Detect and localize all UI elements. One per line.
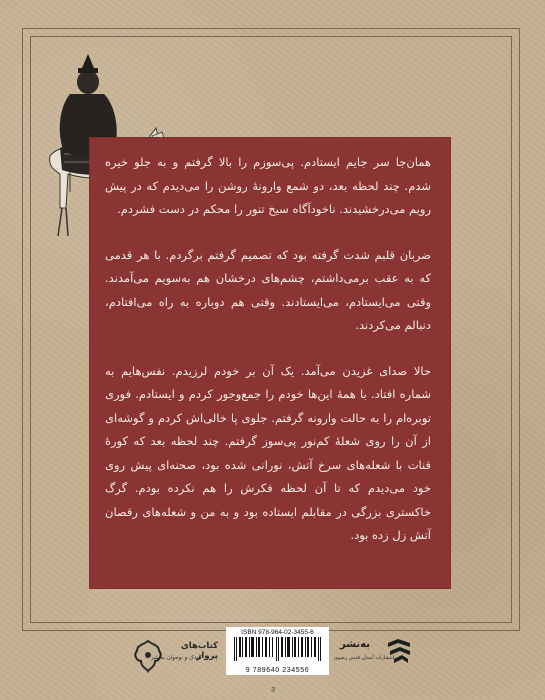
barcode-digits: 9 789640 234556 [245,667,310,674]
text-panel [89,137,451,589]
publisher-left-subtitle: کودک و نوجوان به‌نشر [151,655,202,661]
paragraph-1: همان‌جا سر جایم ایستادم. پی‌سوزم را بالا گرفتم و به جلو خیره شدم. چند لحظه بعد، دو شمع وارونهٔ روشن را می‌دیدم که در پیش رویم می‌درخشیدند. ناخودآگاه سیخ تنور را محکم در دست فشردم. [105,155,431,216]
publisher-right-subtitle: انتشارات آستان قدس رضوی [334,655,395,661]
paragraph-3: حالا صدای غزیدن می‌آمد. یک آن بر خودم لرزیدم. نفس‌هایم به شماره افتاد. با همهٔ این‌ها خودم را جمع‌وجور کردم و ایستادم. فوری توبره‌ام را به حالت وارونه گرفتم. جلوی پا خالی‌اش کردم و گوشه‌ای از آن را روی شعلهٔ کم‌نور پی‌سوز گرفتم. چند لحظه بعد که کورهٔ قنات با شعله‌های سرخ آتش، نورانی شده بود، صحنه‌ای پیش روی خود می‌دیدم که تا آن لحظه فکرش را هم نکرده بودم. گرگ خاکستری بزرگی در مقابلم ایستاده بود و به من و شعله‌های رقصان آتش زل زده بود. [105,363,431,542]
paragraph-2: ضربان قلبم شدت گرفته بود که تصمیم گرفتم برگردم. با هر قدمی که به عقب برمی‌داشتم، چشم‌های درخشان هم به‌سویم می‌آمدند. وقتی می‌ایستادم، می‌ایستادند. وقتی هم دوباره به راه می‌افتادم، دنبالم می‌کردند. [105,247,431,332]
isbn-text: ISBN 978-964-02-3455-6 [241,629,314,636]
publisher-logo-right [334,633,414,679]
barcode-bars [232,637,323,665]
publisher-logo-left [133,633,218,679]
publisher-left-name: کتاب‌های پرواز [180,641,218,661]
barcode [226,627,329,675]
page-number: 3 [271,687,275,694]
behnashr-logo-icon [386,637,412,667]
publisher-right-name: به‌نشر [340,639,370,650]
